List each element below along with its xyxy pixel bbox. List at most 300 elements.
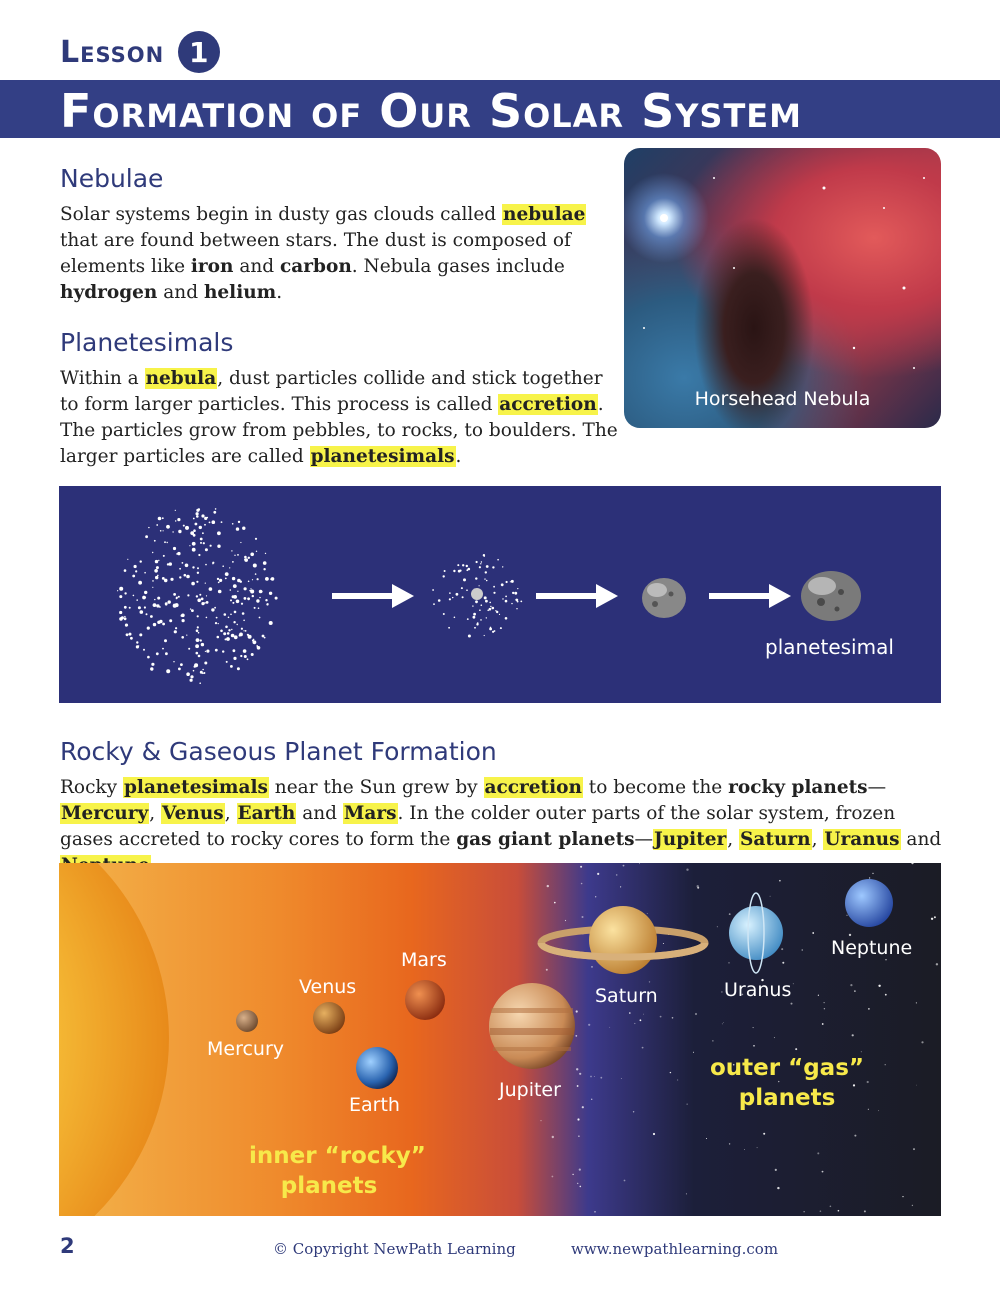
dust-particle (475, 600, 478, 603)
dust-particle (443, 613, 445, 615)
dust-particle (484, 596, 487, 599)
dust-particle (492, 607, 495, 610)
star (885, 959, 886, 960)
dust-particle (202, 669, 204, 671)
star (712, 1040, 713, 1041)
dust-particle (480, 619, 482, 621)
dust-particle (496, 611, 498, 613)
solar-system-illustration (59, 863, 941, 1216)
star (931, 918, 933, 920)
star (812, 932, 814, 934)
dust-particle (230, 665, 233, 668)
dust-particle (275, 597, 278, 600)
dust-particle (517, 588, 518, 589)
dust-particle (248, 581, 250, 583)
lesson-number-badge: 1 (178, 31, 220, 73)
dust-particle (244, 655, 247, 658)
dust-particle (263, 561, 267, 565)
dust-particle (132, 575, 135, 578)
dust-particle (170, 578, 173, 581)
dust-particle (250, 553, 254, 557)
dust-particle (138, 606, 141, 609)
dust-particle (493, 586, 495, 588)
dust-particle (481, 561, 482, 562)
dust-particle (485, 571, 487, 573)
dust-particle (211, 608, 214, 611)
dust-particle (196, 638, 200, 642)
dust-particle (172, 531, 173, 532)
dust-particle (196, 515, 199, 518)
dust-particle (129, 633, 132, 636)
dust-particle (244, 558, 248, 562)
star (597, 873, 599, 875)
star (729, 1143, 730, 1144)
dust-particle (240, 542, 241, 543)
star (849, 934, 851, 936)
dust-particle (197, 626, 199, 628)
star (912, 1205, 913, 1206)
star (547, 885, 549, 887)
dust-particle (179, 568, 181, 570)
accretion-illustration (59, 486, 941, 703)
dust-particle (190, 679, 193, 682)
label-earth: Earth (349, 1094, 400, 1116)
dust-particle (197, 567, 199, 569)
dust-particle (134, 565, 137, 568)
dust-particle (200, 542, 202, 544)
dust-particle (204, 602, 206, 604)
nebula-caption: Horsehead Nebula (694, 388, 871, 410)
outer-gas-planets-label: outer “gas” planets (709, 1055, 865, 1111)
star (872, 873, 873, 874)
dust-particle (178, 668, 181, 671)
dust-particle (505, 600, 508, 603)
dust-particle (157, 597, 160, 600)
star (847, 915, 848, 916)
dust-particle (500, 627, 502, 629)
dust-particle (239, 633, 243, 637)
dust-particle (205, 583, 206, 584)
copyright-text: © Copyright NewPath Learning (273, 1240, 516, 1258)
label-mars: Mars (401, 949, 447, 971)
star (576, 1010, 578, 1012)
star (672, 1017, 674, 1019)
dust-particle (242, 527, 245, 530)
star (578, 1135, 580, 1137)
star (774, 1037, 775, 1038)
dust-particle (159, 606, 161, 608)
dust-particle (152, 580, 154, 582)
arrow-2 (536, 584, 618, 608)
dust-particle (212, 562, 214, 564)
star (854, 990, 856, 992)
dust-particle (238, 521, 240, 523)
dust-particle (207, 517, 209, 519)
dust-particle (253, 564, 257, 568)
dust-particle (201, 514, 204, 517)
dust-particle (225, 578, 227, 580)
label-jupiter: Jupiter (499, 1079, 561, 1101)
dust-particle (146, 613, 148, 615)
dust-particle (204, 524, 206, 526)
dust-particle (505, 596, 507, 598)
dust-particle (256, 551, 257, 552)
dust-particle (189, 545, 190, 546)
dust-particle (228, 617, 230, 619)
dust-particle (154, 569, 158, 573)
star (582, 1106, 584, 1108)
dust-particle (484, 578, 485, 579)
star (581, 883, 583, 885)
dust-particle (157, 621, 160, 624)
star (579, 1169, 581, 1171)
dust-particle (206, 601, 209, 604)
dust-particle (480, 563, 481, 564)
dust-particle (192, 542, 196, 546)
star (693, 1052, 694, 1053)
dust-particle (186, 672, 190, 676)
dust-particle (233, 649, 236, 652)
star (802, 949, 803, 950)
dust-particle (237, 579, 241, 583)
dust-particle (484, 556, 485, 557)
star (878, 1110, 879, 1111)
dust-particle (201, 602, 204, 605)
dust-particle (199, 594, 201, 596)
star (744, 1149, 745, 1150)
dust-particle (244, 556, 247, 559)
dust-particle (173, 547, 176, 550)
dust-particle (215, 622, 217, 624)
dust-particle (150, 667, 153, 670)
dust-particle (124, 616, 125, 617)
dust-particle (196, 509, 199, 512)
dust-particle (177, 552, 180, 555)
dust-particle (190, 531, 194, 535)
star (721, 991, 722, 992)
star (781, 948, 783, 950)
star (878, 985, 880, 987)
dust-particle (270, 578, 272, 580)
dust-particle (185, 564, 189, 568)
dust-particle (136, 599, 138, 601)
dust-particle (492, 566, 494, 568)
dust-particle (196, 581, 198, 583)
dust-core (471, 588, 483, 600)
dust-particle (489, 608, 492, 611)
star (686, 1193, 687, 1194)
dust-particle (468, 635, 471, 638)
dust-particle (505, 617, 508, 620)
dust-particle (143, 649, 145, 651)
dust-particle (124, 592, 126, 594)
dust-particle (183, 525, 185, 527)
dust-particle (124, 617, 127, 620)
star (639, 863, 640, 864)
dust-particle (242, 612, 245, 615)
dust-particle (153, 623, 156, 626)
star (817, 1152, 819, 1154)
dust-particle (228, 629, 230, 631)
dust-particle (196, 652, 199, 655)
dust-particle (205, 548, 208, 551)
star (687, 1104, 688, 1105)
dust-particle (499, 614, 500, 615)
dust-particle (157, 575, 159, 577)
neptune-planet (845, 879, 893, 927)
dust-particle (269, 621, 273, 625)
dust-particle (151, 663, 154, 666)
dust-particle (226, 637, 230, 641)
dust-particle (479, 609, 481, 611)
dust-particle (214, 607, 216, 609)
dust-particle (206, 650, 209, 653)
dust-particle (233, 657, 236, 660)
dust-particle (179, 576, 181, 578)
dust-particle (241, 628, 243, 630)
dust-particle (237, 591, 238, 592)
dust-particle (217, 545, 220, 548)
star (838, 1210, 840, 1212)
dust-particle (259, 597, 260, 598)
dust-particle (215, 508, 217, 510)
dust-particle (133, 595, 135, 597)
dust-particle (129, 607, 131, 609)
star (623, 865, 625, 867)
dust-particle (486, 580, 488, 582)
dust-particle (119, 595, 122, 598)
star (775, 1169, 777, 1171)
star (824, 1008, 825, 1009)
sun (59, 863, 169, 1216)
dust-particle (169, 562, 172, 565)
dust-particle (245, 630, 247, 632)
star (869, 877, 870, 878)
dust-particle (144, 591, 147, 594)
dust-particle (206, 595, 207, 596)
star (660, 1016, 662, 1018)
dust-particle (516, 608, 517, 609)
star (822, 1023, 824, 1025)
star (852, 1034, 854, 1036)
dust-particle (168, 600, 171, 603)
dust-particle (511, 580, 514, 583)
dust-particle (253, 640, 257, 644)
lesson-word: Lesson (60, 34, 165, 70)
dust-particle (164, 579, 168, 583)
dust-particle (144, 572, 146, 574)
dust-particle (138, 581, 142, 585)
dust-particle (198, 632, 200, 634)
dust-particle (169, 619, 172, 622)
dust-particle (164, 541, 166, 543)
star (782, 962, 784, 964)
dust-particle (175, 603, 179, 607)
dust-particle (197, 615, 199, 617)
dust-particle (243, 620, 245, 622)
planetesimal-rock (801, 571, 861, 621)
star (620, 886, 621, 887)
dust-particle (241, 603, 243, 605)
dust-particle (195, 523, 198, 526)
dust-particle (247, 658, 249, 660)
dust-particle (449, 592, 451, 594)
star (640, 1019, 642, 1021)
dust-particle (121, 616, 124, 619)
saturn-planet (541, 906, 705, 974)
dust-particle (176, 598, 178, 600)
earth-planet (356, 1047, 398, 1089)
dust-particle (209, 587, 213, 591)
star (818, 995, 819, 996)
dust-particle (198, 554, 200, 556)
dust-particle (202, 532, 204, 534)
star (642, 1047, 644, 1049)
star (854, 1135, 856, 1137)
dust-particle (205, 651, 206, 652)
dust-particle (184, 574, 187, 577)
dust-particle (145, 535, 148, 538)
dust-particle (181, 615, 183, 617)
website-link[interactable]: www.newpathlearning.com (571, 1240, 779, 1258)
dust-particle (155, 560, 158, 563)
dust-particle (152, 552, 153, 553)
dust-particle (475, 577, 477, 579)
dust-particle (457, 564, 459, 566)
dust-particle (191, 582, 195, 586)
dust-particle (199, 526, 202, 529)
uranus-planet (729, 893, 783, 973)
dust-particle (261, 591, 263, 593)
star (913, 1148, 915, 1150)
dust-particle (175, 627, 177, 629)
dust-particle (476, 561, 478, 563)
dust-particle (458, 570, 461, 573)
dust-particle (473, 613, 476, 616)
star (885, 994, 887, 996)
dust-cloud-large (117, 508, 278, 684)
dust-particle (456, 593, 459, 596)
dust-particle (243, 630, 244, 631)
dust-particle (193, 670, 195, 672)
dust-particle (250, 590, 254, 594)
dust-particle (217, 578, 219, 580)
dust-particle (218, 582, 220, 584)
star (729, 962, 730, 963)
star (670, 1072, 671, 1073)
dust-particle (200, 538, 203, 541)
star (822, 1171, 824, 1173)
star (591, 966, 592, 967)
dust-particle (162, 517, 164, 519)
mars-planet (405, 980, 445, 1020)
horsehead-nebula-image (624, 148, 941, 428)
star (580, 1186, 582, 1188)
star (677, 1080, 678, 1081)
star (616, 874, 618, 876)
star (695, 1013, 697, 1015)
dust-particle (156, 652, 159, 655)
dust-particle (490, 606, 491, 607)
dust-particle (190, 608, 191, 609)
dust-particle (178, 596, 180, 598)
dust-particle (124, 569, 127, 572)
dust-particle (230, 599, 232, 601)
dust-particle (265, 599, 267, 601)
star (577, 1085, 579, 1087)
dust-particle (453, 570, 455, 572)
dust-particle (177, 518, 180, 521)
dust-particle (244, 597, 247, 600)
dust-particle (231, 550, 232, 551)
dust-particle (237, 667, 240, 670)
dust-particle (257, 646, 261, 650)
nebula-stars (624, 148, 941, 428)
star (595, 896, 596, 897)
star (546, 969, 548, 971)
dust-particle (204, 662, 207, 665)
star (629, 1012, 631, 1014)
rock-medium (642, 578, 686, 618)
dust-particle (196, 595, 198, 597)
dust-particle (231, 634, 235, 638)
dust-particle (243, 649, 247, 653)
dust-particle (254, 607, 256, 609)
dust-particle (225, 626, 228, 629)
dust-particle (198, 655, 201, 658)
dust-particle (197, 572, 199, 574)
dust-particle (487, 610, 489, 612)
dust-particle (462, 596, 464, 598)
dust-particle (127, 559, 128, 560)
dust-particle (200, 671, 203, 674)
dust-particle (196, 629, 199, 632)
mercury-planet (236, 1010, 258, 1032)
dust-particle (485, 600, 488, 603)
dust-particle (175, 510, 176, 511)
dust-particle (252, 595, 254, 597)
dust-particle (255, 538, 257, 540)
star (706, 1138, 707, 1139)
dust-particle (200, 639, 202, 641)
dust-particle (192, 566, 194, 568)
dust-particle (164, 639, 167, 642)
heading-planetesimals: Planetesimals (60, 328, 234, 357)
star (763, 1133, 765, 1135)
star (575, 1035, 577, 1037)
dust-particle (126, 633, 129, 636)
dust-particle (167, 542, 168, 543)
dust-particle (166, 669, 170, 673)
dust-particle (221, 521, 223, 523)
dust-particle (502, 598, 503, 599)
dust-particle (506, 581, 508, 583)
star (820, 1210, 822, 1212)
dust-particle (517, 601, 519, 603)
dust-particle (136, 641, 138, 643)
label-venus: Venus (299, 976, 357, 998)
star (916, 1002, 917, 1003)
star (580, 866, 582, 868)
dust-particle (163, 530, 164, 531)
dust-particle (180, 663, 183, 666)
star (779, 880, 781, 882)
dust-particle (232, 577, 235, 580)
star (686, 869, 688, 871)
dust-particle (178, 530, 181, 533)
dust-particle (158, 517, 162, 521)
star (770, 896, 771, 897)
